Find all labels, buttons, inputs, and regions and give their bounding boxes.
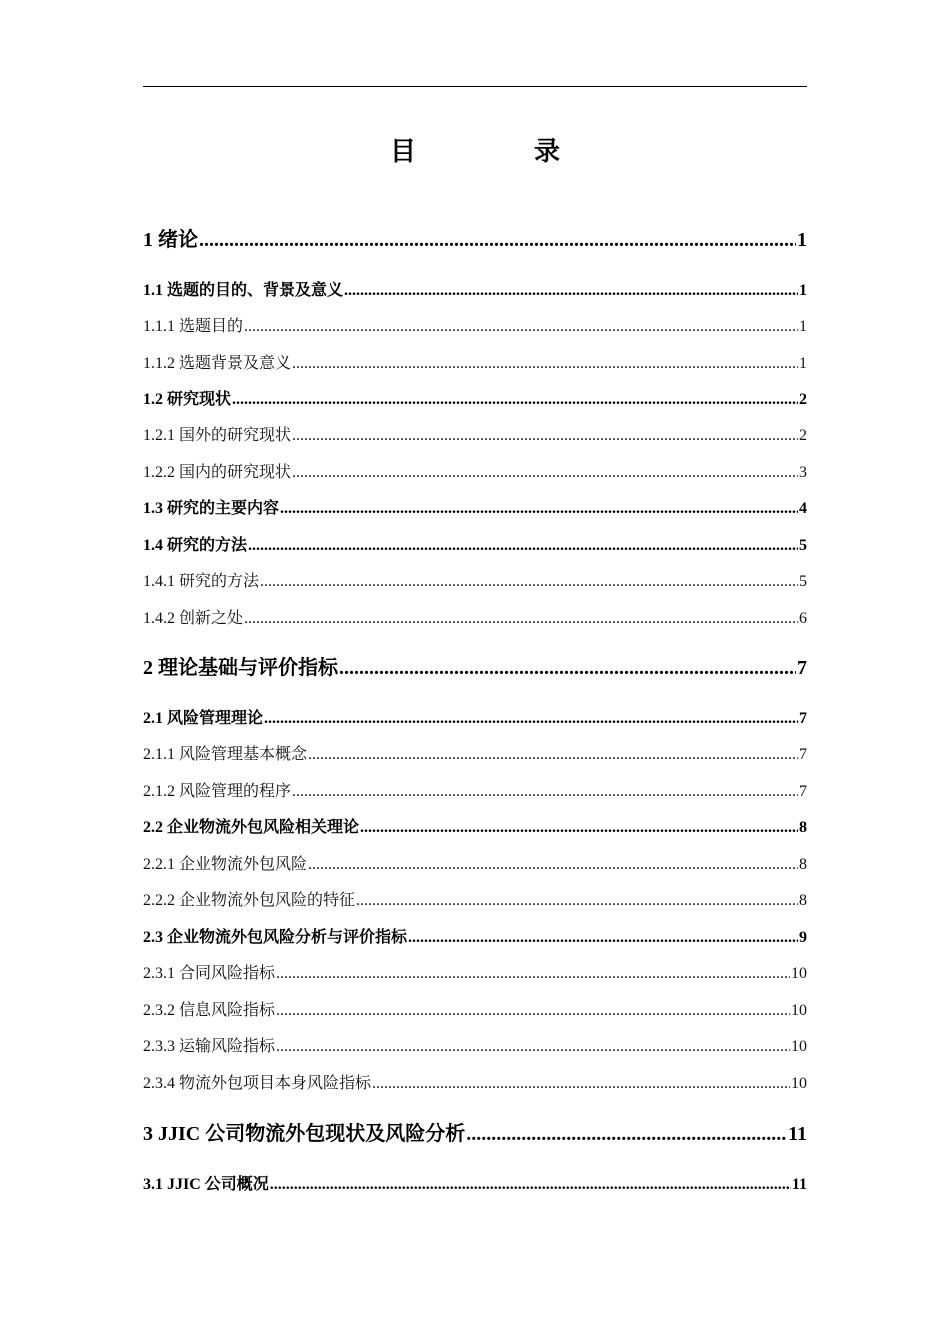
toc-entry-label: 1.2 研究现状: [143, 391, 232, 408]
toc-entry-label: 1.4.1 研究的方法: [143, 573, 260, 590]
toc-entry-label: 1.4.2 创新之处: [143, 610, 244, 627]
toc-entry-label: 1.4 研究的方法: [143, 537, 248, 554]
toc-dot-leader: [232, 388, 798, 412]
toc-entry-level-2[interactable]: [143, 926, 807, 950]
toc-entry-level-3[interactable]: [143, 424, 807, 448]
toc-entry-page-number: 2: [799, 391, 807, 408]
toc-entry-page-number: 1: [799, 318, 807, 335]
toc-entry-page-number: 1: [797, 229, 807, 251]
toc-entry-level-2[interactable]: [143, 388, 807, 412]
toc-entry-level-3[interactable]: [143, 1072, 807, 1096]
toc-entry-label: 1.2.1 国外的研究现状: [143, 427, 292, 444]
toc-dot-leader: [244, 607, 798, 631]
toc-entry-level-2[interactable]: [143, 279, 807, 303]
toc-entry-level-2[interactable]: [143, 707, 807, 731]
toc-dot-leader: [292, 424, 798, 448]
toc-entry-page-number: 11: [791, 1176, 807, 1193]
toc-dot-leader: [292, 780, 798, 804]
toc-entry-label: 2.3.4 物流外包项目本身风险指标: [143, 1075, 372, 1092]
toc-entry-level-3[interactable]: [143, 315, 807, 339]
toc-entry-page-number: 3: [799, 464, 807, 481]
header-rule: [143, 86, 807, 87]
toc-entry-level-1[interactable]: [143, 225, 807, 255]
toc-entry-level-3[interactable]: [143, 743, 807, 767]
toc-dot-leader: [276, 1035, 790, 1059]
toc-dot-leader: [466, 1119, 787, 1149]
toc-entry-level-3[interactable]: [143, 461, 807, 485]
toc-entry-label: 2.3.1 合同风险指标: [143, 965, 276, 982]
toc-entry-level-2[interactable]: [143, 534, 807, 558]
toc-entry-label: 2.1.2 风险管理的程序: [143, 783, 292, 800]
toc-entry-label: 1.1 选题的目的、背景及意义: [143, 282, 344, 299]
toc-entry-level-3[interactable]: [143, 607, 807, 631]
toc-entry-page-number: 4: [799, 500, 807, 517]
toc-dot-leader: [292, 461, 798, 485]
toc-dot-leader: [276, 999, 790, 1023]
toc-entry-page-number: 7: [799, 710, 807, 727]
toc-entry-page-number: 7: [799, 783, 807, 800]
toc-dot-leader: [264, 707, 798, 731]
toc-entry-page-number: 11: [788, 1123, 807, 1145]
toc-dot-leader: [339, 653, 796, 683]
toc-entry-label: 2.3.3 运输风险指标: [143, 1038, 276, 1055]
toc-dot-leader: [280, 497, 798, 521]
toc-entry-page-number: 7: [799, 746, 807, 763]
toc-entry-label: 2.1 风险管理理论: [143, 710, 264, 727]
toc-entry-page-number: 6: [799, 610, 807, 627]
toc-entry-label: 2.2.2 企业物流外包风险的特征: [143, 892, 356, 909]
toc-dot-leader: [344, 279, 798, 303]
toc-entry-level-3[interactable]: [143, 889, 807, 913]
toc-entry-level-3[interactable]: [143, 853, 807, 877]
toc-dot-leader: [308, 853, 798, 877]
toc-entry-label: 2 理论基础与评价指标: [143, 657, 338, 679]
toc-dot-leader: [270, 1173, 791, 1197]
toc-entry-level-2[interactable]: [143, 816, 807, 840]
toc-entry-page-number: 1: [799, 282, 807, 299]
toc-entry-label: 2.2 企业物流外包风险相关理论: [143, 819, 360, 836]
toc-entry-label: 2.3 企业物流外包风险分析与评价指标: [143, 929, 408, 946]
toc-dot-leader: [292, 352, 798, 376]
toc-entry-page-number: 8: [799, 819, 807, 836]
toc-entry-level-2[interactable]: [143, 497, 807, 521]
toc-entry-level-3[interactable]: [143, 1035, 807, 1059]
toc-entry-level-3[interactable]: [143, 352, 807, 376]
toc-entry-page-number: 8: [799, 856, 807, 873]
toc-dot-leader: [308, 743, 798, 767]
toc-entry-page-number: 9: [799, 929, 807, 946]
toc-entry-level-1[interactable]: [143, 653, 807, 683]
toc-entry-page-number: 8: [799, 892, 807, 909]
toc-entry-label: 3 JJIC 公司物流外包现状及风险分析: [143, 1123, 466, 1145]
toc-entry-level-1[interactable]: [143, 1119, 807, 1149]
toc-entry-page-number: 10: [791, 1038, 807, 1055]
toc-entry-level-3[interactable]: [143, 780, 807, 804]
toc-entry-label: 1.1.1 选题目的: [143, 318, 244, 335]
toc-entry-page-number: 5: [799, 537, 807, 554]
toc-entry-label: 1 绪论: [143, 229, 198, 251]
toc-dot-leader: [372, 1072, 790, 1096]
toc-dot-leader: [408, 926, 798, 950]
toc-entry-page-number: 10: [791, 1002, 807, 1019]
toc-dot-leader: [276, 962, 790, 986]
toc-dot-leader: [260, 570, 798, 594]
toc-entry-label: 1.2.2 国内的研究现状: [143, 464, 292, 481]
toc-entry-page-number: 10: [791, 1075, 807, 1092]
toc-entry-label: 1.3 研究的主要内容: [143, 500, 280, 517]
toc-entry-label: 3.1 JJIC 公司概况: [143, 1176, 269, 1193]
toc-entry-page-number: 7: [797, 657, 807, 679]
toc-entry-label: 2.3.2 信息风险指标: [143, 1002, 276, 1019]
toc-dot-leader: [199, 225, 796, 255]
toc-entry-level-3[interactable]: [143, 962, 807, 986]
toc-entry-level-2[interactable]: [143, 1173, 807, 1197]
toc-entry-page-number: 10: [791, 965, 807, 982]
toc-dot-leader: [360, 816, 798, 840]
toc-entry-level-3[interactable]: [143, 999, 807, 1023]
toc-entry-label: 1.1.2 选题背景及意义: [143, 355, 292, 372]
toc-entry-page-number: 5: [799, 573, 807, 590]
toc-entry-page-number: 2: [799, 427, 807, 444]
toc-dot-leader: [244, 315, 798, 339]
toc-entry-label: 2.1.1 风险管理基本概念: [143, 746, 308, 763]
toc-title: 目 录: [389, 137, 606, 166]
toc-entry-page-number: 1: [799, 355, 807, 372]
toc-entry-level-3[interactable]: [143, 570, 807, 594]
toc-entry-label: 2.2.1 企业物流外包风险: [143, 856, 308, 873]
toc-dot-leader: [248, 534, 798, 558]
toc-dot-leader: [356, 889, 798, 913]
